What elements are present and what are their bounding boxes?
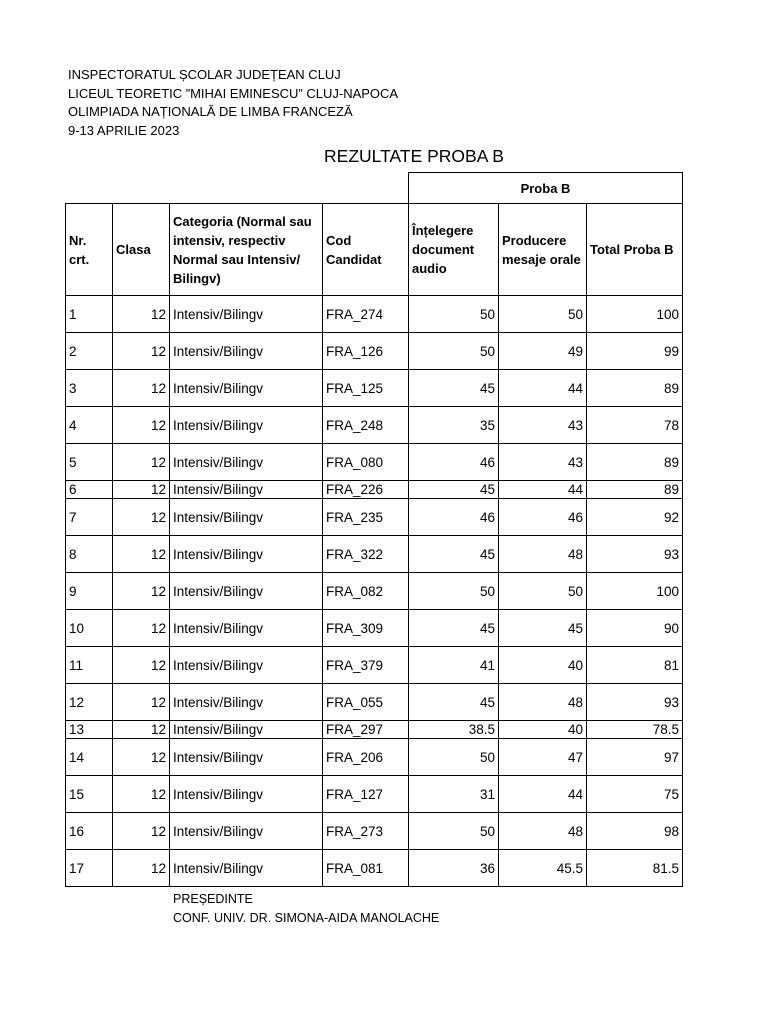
cell-clasa: 12 (113, 684, 170, 721)
results-table (65, 172, 683, 887)
cell-nr: 13 (66, 721, 113, 739)
cell-categoria: Intensiv/Bilingv (170, 370, 323, 407)
cell-clasa: 12 (113, 499, 170, 536)
cell-nr: 8 (66, 536, 113, 573)
page-title: REZULTATE PROBA B (324, 146, 504, 166)
col-header-intelegere: Înțelegere document audio (409, 204, 499, 296)
cell-cod: FRA_248 (323, 407, 409, 444)
cell-nr: 2 (66, 333, 113, 370)
cell-categoria: Intensiv/Bilingv (170, 610, 323, 647)
cell-intelegere: 45 (409, 610, 499, 647)
column-header-row (66, 204, 683, 296)
cell-cod: FRA_055 (323, 684, 409, 721)
cell-categoria: Intensiv/Bilingv (170, 573, 323, 610)
cell-producere: 40 (499, 721, 587, 739)
cell-intelegere: 45 (409, 684, 499, 721)
cell-producere: 47 (499, 739, 587, 776)
cell-intelegere: 38.5 (409, 721, 499, 739)
cell-producere: 48 (499, 813, 587, 850)
cell-total: 92 (587, 499, 683, 536)
cell-nr: 16 (66, 813, 113, 850)
cell-total: 90 (587, 610, 683, 647)
cell-intelegere: 50 (409, 296, 499, 333)
cell-cod: FRA_379 (323, 647, 409, 684)
cell-clasa: 12 (113, 647, 170, 684)
cell-intelegere: 50 (409, 333, 499, 370)
col-header-total: Total Proba B (587, 204, 683, 296)
table-row (66, 333, 683, 370)
cell-intelegere: 35 (409, 407, 499, 444)
cell-clasa: 12 (113, 407, 170, 444)
cell-clasa: 12 (113, 481, 170, 499)
cell-total: 93 (587, 536, 683, 573)
cell-producere: 43 (499, 407, 587, 444)
cell-nr: 9 (66, 573, 113, 610)
cell-intelegere: 46 (409, 499, 499, 536)
group-header-proba-b: Proba B (409, 173, 683, 204)
table-row (66, 481, 683, 499)
cell-total: 89 (587, 370, 683, 407)
table-row (66, 610, 683, 647)
cell-producere: 40 (499, 647, 587, 684)
cell-categoria: Intensiv/Bilingv (170, 536, 323, 573)
cell-nr: 14 (66, 739, 113, 776)
cell-categoria: Intensiv/Bilingv (170, 739, 323, 776)
cell-cod: FRA_125 (323, 370, 409, 407)
header-dates: 9-13 APRILIE 2023 (68, 122, 180, 138)
cell-cod: FRA_274 (323, 296, 409, 333)
signature-role: PREȘEDINTE (173, 892, 253, 906)
blank-cell (66, 173, 409, 204)
header-inspectorate: INSPECTORATUL ȘCOLAR JUDEȚEAN CLUJ (68, 67, 341, 82)
col-header-nr: Nr. crt. (66, 204, 113, 296)
cell-clasa: 12 (113, 573, 170, 610)
table-row (66, 573, 683, 610)
cell-producere: 45.5 (499, 850, 587, 887)
cell-cod: FRA_273 (323, 813, 409, 850)
cell-producere: 44 (499, 370, 587, 407)
table-row (66, 296, 683, 333)
cell-clasa: 12 (113, 813, 170, 850)
cell-cod: FRA_127 (323, 776, 409, 813)
group-header-row (66, 173, 683, 204)
cell-producere: 49 (499, 333, 587, 370)
cell-producere: 48 (499, 536, 587, 573)
cell-nr: 1 (66, 296, 113, 333)
cell-nr: 3 (66, 370, 113, 407)
cell-categoria: Intensiv/Bilingv (170, 776, 323, 813)
table-row (66, 407, 683, 444)
cell-total: 89 (587, 444, 683, 481)
table-row (66, 776, 683, 813)
cell-total: 100 (587, 296, 683, 333)
header-school: LICEUL TEORETIC ”MIHAI EMINESCU” CLUJ-NAPOCA (68, 85, 399, 101)
cell-categoria: Intensiv/Bilingv (170, 684, 323, 721)
cell-clasa: 12 (113, 721, 170, 739)
table-row (66, 647, 683, 684)
cell-cod: FRA_081 (323, 850, 409, 887)
cell-total: 98 (587, 813, 683, 850)
cell-categoria: Intensiv/Bilingv (170, 333, 323, 370)
cell-producere: 44 (499, 776, 587, 813)
cell-nr: 4 (66, 407, 113, 444)
cell-intelegere: 41 (409, 647, 499, 684)
cell-producere: 48 (499, 684, 587, 721)
cell-cod: FRA_235 (323, 499, 409, 536)
cell-nr: 10 (66, 610, 113, 647)
col-header-producere: Producere mesaje orale (499, 204, 587, 296)
cell-intelegere: 50 (409, 573, 499, 610)
cell-cod: FRA_080 (323, 444, 409, 481)
cell-nr: 6 (66, 481, 113, 499)
cell-clasa: 12 (113, 444, 170, 481)
cell-clasa: 12 (113, 739, 170, 776)
table-row (66, 739, 683, 776)
table-row (66, 813, 683, 850)
cell-cod: FRA_309 (323, 610, 409, 647)
cell-clasa: 12 (113, 370, 170, 407)
cell-total: 93 (587, 684, 683, 721)
table-row (66, 850, 683, 887)
cell-nr: 17 (66, 850, 113, 887)
cell-categoria: Intensiv/Bilingv (170, 407, 323, 444)
cell-producere: 50 (499, 573, 587, 610)
cell-intelegere: 45 (409, 481, 499, 499)
col-header-cod: Cod Candidat (323, 204, 409, 296)
cell-total: 97 (587, 739, 683, 776)
cell-categoria: Intensiv/Bilingv (170, 481, 323, 499)
cell-nr: 12 (66, 684, 113, 721)
cell-categoria: Intensiv/Bilingv (170, 444, 323, 481)
col-header-categoria: Categoria (Normal sau intensiv, respectiv Normal sau Intensiv/ Bilingv) (170, 204, 323, 296)
cell-total: 99 (587, 333, 683, 370)
cell-nr: 15 (66, 776, 113, 813)
signature-name: CONF. UNIV. DR. SIMONA-AIDA MANOLACHE (173, 911, 440, 925)
table-row (66, 499, 683, 536)
cell-intelegere: 45 (409, 370, 499, 407)
cell-cod: FRA_082 (323, 573, 409, 610)
cell-intelegere: 45 (409, 536, 499, 573)
signature-block (173, 890, 439, 928)
table-row (66, 444, 683, 481)
cell-producere: 50 (499, 296, 587, 333)
table-row (66, 684, 683, 721)
cell-intelegere: 46 (409, 444, 499, 481)
cell-cod: FRA_322 (323, 536, 409, 573)
cell-clasa: 12 (113, 850, 170, 887)
table-row (66, 370, 683, 407)
cell-categoria: Intensiv/Bilingv (170, 499, 323, 536)
cell-cod: FRA_226 (323, 481, 409, 499)
cell-intelegere: 50 (409, 813, 499, 850)
cell-clasa: 12 (113, 333, 170, 370)
cell-categoria: Intensiv/Bilingv (170, 850, 323, 887)
cell-total: 75 (587, 776, 683, 813)
cell-clasa: 12 (113, 776, 170, 813)
cell-categoria: Intensiv/Bilingv (170, 647, 323, 684)
cell-intelegere: 36 (409, 850, 499, 887)
cell-clasa: 12 (113, 296, 170, 333)
table-row (66, 721, 683, 739)
cell-clasa: 12 (113, 536, 170, 573)
cell-total: 81.5 (587, 850, 683, 887)
document-header (68, 66, 398, 140)
table-row (66, 536, 683, 573)
cell-producere: 46 (499, 499, 587, 536)
cell-categoria: Intensiv/Bilingv (170, 721, 323, 739)
cell-cod: FRA_297 (323, 721, 409, 739)
header-olympiad: OLIMPIADA NAȚIONALĂ DE LIMBA FRANCEZĂ (68, 104, 353, 119)
cell-nr: 7 (66, 499, 113, 536)
cell-intelegere: 31 (409, 776, 499, 813)
cell-nr: 5 (66, 444, 113, 481)
cell-intelegere: 50 (409, 739, 499, 776)
cell-producere: 44 (499, 481, 587, 499)
cell-producere: 45 (499, 610, 587, 647)
cell-total: 78 (587, 407, 683, 444)
cell-nr: 11 (66, 647, 113, 684)
results-body (66, 296, 683, 887)
cell-cod: FRA_206 (323, 739, 409, 776)
cell-total: 81 (587, 647, 683, 684)
cell-total: 78.5 (587, 721, 683, 739)
cell-categoria: Intensiv/Bilingv (170, 813, 323, 850)
cell-producere: 43 (499, 444, 587, 481)
cell-total: 89 (587, 481, 683, 499)
cell-cod: FRA_126 (323, 333, 409, 370)
col-header-clasa: Clasa (113, 204, 170, 296)
cell-total: 100 (587, 573, 683, 610)
cell-categoria: Intensiv/Bilingv (170, 296, 323, 333)
cell-clasa: 12 (113, 610, 170, 647)
